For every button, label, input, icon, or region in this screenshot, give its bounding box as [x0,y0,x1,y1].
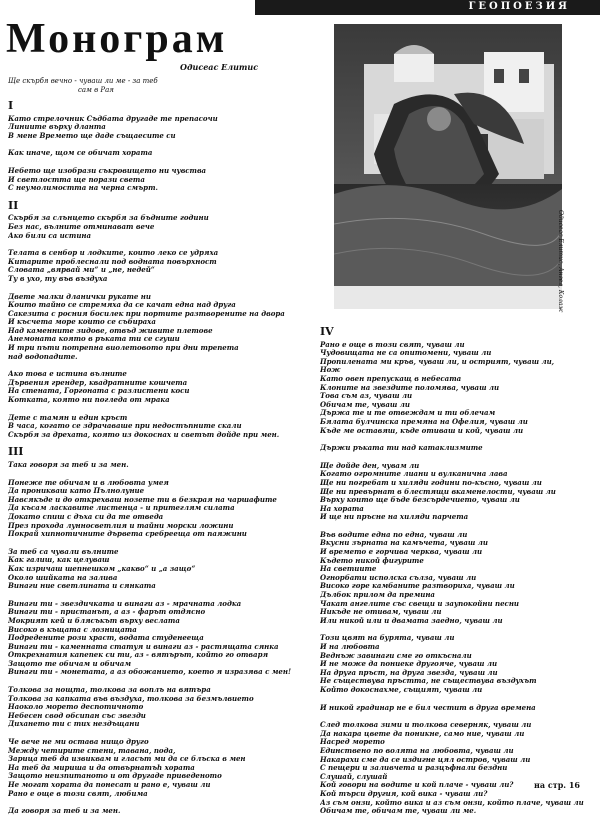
verse-line: Като стрелочник Съдбата другаде те препасочи [8,114,218,123]
verse-line: Когато огромните лиани и вулканична лава [320,470,508,479]
verse-line: Линиите върху длантa [8,123,106,132]
verse-line: Аз съм онзи, който вика и аз съм онзи, който плаче, чуваш ли [320,798,584,807]
stanza [8,738,308,798]
verse-line: Мокрият кей и блясъкът върху веслата [8,616,180,625]
verse-line: Словата „вярвай ми“ и „не, недей“ [8,266,155,275]
collage-photo [334,24,562,309]
stanza [8,149,308,158]
verse-line: Този цвят на бурята, чуваш ли [320,634,455,643]
verse-line: На светиите [320,565,377,574]
stanza [320,634,592,694]
verse-line: Че вече не ми остава нищо друго [8,738,149,747]
verse-line: Ако това е истина вълните [8,370,127,379]
stanza [8,686,308,729]
verse-line: Слушай, слушай [320,772,388,781]
verse-line: Без нас, вълните отминават вече [8,222,155,231]
part-heading: IV [320,325,334,338]
verse-line: Как галиш, как целуваш [8,556,110,565]
stanza [8,600,308,677]
verse-line: Като овен препускащ в небесата [320,374,462,383]
verse-line: Не могат хората да понесат и рано е, чуваш ли [8,781,211,789]
verse-line: Ще ни погребат и хиляди години по-късно, чуваш ли [320,478,542,487]
verse-line: На стената, Горгоната с разлистени коси [8,387,190,396]
verse-line: Кой търси другия, кой вика - чуваш ли? [320,789,488,798]
verse-line: Двете малки дланички рукатe ни [8,292,151,301]
verse-line: Клоните на звездите поломява, чуваш ли [320,383,500,392]
page-number: на стр. 16 [534,780,580,790]
verse-line: Винаги ти - монетата, а аз обожанието, което я изразява с мен! [8,668,292,677]
verse-line: Които тайно се стремяха да се качат една над друга [8,301,236,310]
photo-credit: Одисеас Елитис, Ангел, Колаж [557,210,564,313]
verse-line: Високо в къщата с лозницата [8,625,137,634]
dedication [8,77,208,95]
verse-line: Това съм аз, чуваш ли [320,392,413,401]
verse-line: над водопадите. [8,352,78,361]
verse-line: Веднъж завинаги сме го откъснали [320,651,472,660]
poem-column-right [320,322,592,825]
verse-line: Държи ръката ти над катаклизмите [320,444,483,453]
stanza [320,721,592,816]
verse-line: Покрай хипнотичните дървета сребрееща от паяжини [8,530,247,539]
verse-line: Ще дойде ден, чувам ли [320,461,420,470]
verse-line: Ще ни превърнат в блестящи вкаменелости, чуваш ли [320,487,556,496]
verse-line: Дихането ти с тих нездъщани [8,720,140,729]
verse-line: Подредените рози храст, водата студенееща [8,634,204,643]
stanza [8,548,308,591]
stanza [8,293,308,362]
poem-title: Монограм [6,16,228,62]
verse-line: Винаги ние светлината и сянката [8,582,156,591]
verse-line: През прохода лунносветлия и тайни морски ложини [8,521,234,530]
verse-line: Анемоната която в ръката ти се сгуши [8,335,180,344]
verse-line: Винаги ти - каменната статуя и винаги аз - растящата сянка [8,642,279,651]
verse-line: Толкова за капката във въздуха, толкова за безмълвието [8,694,254,703]
part-heading: III [8,445,24,459]
verse-line: Наоколо морето деспотичното [8,703,144,712]
verse-line: Ако били са истина [8,231,92,240]
verse-line: Винаги ти - пристанът, а аз - фарът отдясно [8,608,206,617]
verse-line: Никъде не отивам, чуваш ли [320,608,442,617]
verse-line: Котката, която ни погледа от мрака [8,396,170,405]
verse-line: Скърбя за дрехата, която из докоснах и светът дойде при мен. [8,430,280,439]
verse-line: И ще ни пръсне на хиляди парчета [320,513,469,522]
verse-line: Обичам те, обичам те, чуваш ли ме. [320,807,477,816]
stanza [8,479,308,539]
verse-line: Небесен свод обсипан със звезди [8,711,146,720]
stanza [8,461,308,470]
verse-line: Рано е още в този свят, любима [8,789,148,798]
verse-line: Не съществува пръстта, не съществува въздухът [320,677,537,686]
verse-line: И времето е горчива черква, чуваш ли [320,548,483,557]
verse-line: След толкова зими и толкова северняк, чуваш ли [320,721,532,730]
stanza [8,115,308,141]
stanza [320,531,592,626]
verse-line: Толкова за нощта, толкова за воплъ на вятъра [8,686,211,695]
verse-line: Високо горе камбаните разтвориха, чуваш ли [320,582,515,591]
verse-line: Понеже те обичам и в любовта умея [8,478,169,487]
verse-line: Пропилената ми кръв, чуваш ли, и острият, чуваш ли, [320,357,555,366]
verse-line: Дете с тамян и един кръст [8,413,128,422]
verse-line: Във водите една по една, чуваш ли [320,530,468,539]
verse-line: На теб да мириша и да отвърнатъh хората [8,763,195,772]
verse-line: Китарите проблеснали под водната повърхност [8,257,217,266]
verse-line: И късчета море които се събираха [8,318,156,327]
stanza [320,341,592,436]
verse-line: Небето ще изобрази съкровището ни чувства [8,166,207,175]
verse-line: И три пъти потрепна виолетовото при дни трепета [8,344,239,353]
stanza [320,462,592,522]
verse-line: Над каменните зидове, отвъд живите плетове [8,326,213,335]
verse-line: Държа те и те отвеждам и ти облечам [320,409,496,418]
part-heading: I [8,99,14,112]
verse-line: Да късам ласкавите листенца - и притеглям силата [8,504,235,513]
verse-line: Обичам те, чуваш ли [320,400,410,409]
verse-line: С пещери и заливчета и разцъфнали бездни [320,764,508,773]
verse-line: Единствено по волята на любовта, чуваш ли [320,746,514,755]
verse-line: И не може да пониеке другояче, чуваш ли [320,660,498,669]
stanza [8,249,308,283]
verse-line: Който докоснахме, същият, чуваш ли [320,685,483,694]
verse-line: Винаги ти - звездичката и винаги аз - мрачната лодка [8,599,242,608]
stanza [8,167,308,193]
verse-line: Насред морето [320,738,385,747]
section-label: ГЕОПОЕЗИЯ [468,1,570,12]
part-heading: II [8,198,19,212]
verse-line: Ту в ухо, ту във въздуха [8,274,108,283]
verse-line: В часа, когато се здрачаваше при недостъпните скали [8,422,242,431]
verse-line: Защото неизпитаното и от другаде приведеното [8,772,222,781]
verse-line: Накарахи сме да се издигне цял остров, чуваш ли [320,755,531,764]
stanza [8,214,308,240]
collage-image [334,24,562,309]
verse-line: Върху които ще бъде безсърдечието, чуваш ли [320,496,520,505]
verse-line: Открехнатия капепек си ти, аз - вятърът, който го отваря [8,651,269,660]
verse-line: Сакезита с росния босилек при портите разтворените на двора [8,309,285,318]
verse-line: Да проникваш като Пълнолуние [8,487,145,496]
verse-line: Нож [320,366,341,375]
verse-line: Дълбок прилом да премина [320,591,435,600]
verse-line: Бялата булчинска премяна на Офелия, чуваш ли [320,417,528,426]
verse-line: Защото те обичам и обичам [8,659,131,668]
verse-line: И на любовта [320,643,380,651]
verse-line: Къде ме оставяш, къде отиваш и кой, чуваш ли [320,426,524,435]
verse-line: Чакат ангелите със свещи и заупокойни песни [320,599,520,608]
verse-line: Вкусни зърната на камъчета, чуваш ли [320,539,488,548]
stanza [8,414,308,440]
verse-line: Да накара цвете да поникне, само ние, чуваш ли [320,729,525,738]
verse-line: Дървения грендеp, квадратните кошчета [8,378,188,387]
poem-author: Одисеас Елитис [180,62,259,72]
stanza [320,704,592,713]
dedication-line: Ще скърбя вечно - чуваш ли ме - за теб [8,77,158,85]
verse-line: Или никой или и двамата заедно, чуваш ли [320,616,503,625]
verse-line: Където никой фигурите [320,556,424,565]
verse-line: И светлостта ще порази света [8,175,145,184]
verse-line: Около шийката на залива [8,573,118,582]
stanza [8,807,308,816]
verse-line: Между четирите стени, тавана, пода, [8,746,176,755]
verse-line: На хората [320,504,364,513]
verse-line: Чудовищата не са опитомени, чуваш ли [320,349,492,358]
verse-line: Навсякъде и до открехваш нозете ти в безкрая на чаршафите [8,495,277,504]
stanza [8,370,308,404]
verse-line: Рано е още в този свят, чуваш ли [320,340,465,349]
verse-line: Телата в сенбор и лодките, които леко се удряха [8,249,219,258]
verse-line: Как иначе, щом се обичат хората [8,149,153,158]
verse-line: И никой градинар не е бил честит в друга времена [320,703,536,712]
verse-line: За теб са чували вълните [8,547,119,556]
verse-line: Да говоря за теб и за мен. [8,807,121,816]
dedication-line: сам в Рая [78,86,114,94]
poem-column-left [8,96,308,825]
verse-line: С неумолимостта на черна смърт. [8,184,158,193]
verse-line: Така говоря за теб и за мен. [8,461,129,469]
section-banner [255,0,600,15]
verse-line: Зарица теб да извиквам и гласът ми да се блъска в мен [8,755,246,764]
verse-line: Огнорбати исполска сълза, чуваш ли [320,573,477,582]
verse-line: На друга пръст, на друга звезда, чуваш ли [320,668,498,677]
verse-line: В мене Времето ще даде същаесите си [8,131,176,140]
verse-line: Как изричаш шепнешком „какво“ и „а защо“ [8,564,196,573]
verse-line: Докато спиш с дъха си да те отведа [8,512,164,521]
verse-line: Скърбя за слънцето скърбя за бъдните години [8,214,209,223]
stanza [320,444,592,453]
verse-line: Кой говори на водите и кой плаче - чуваш ли? [320,781,514,790]
